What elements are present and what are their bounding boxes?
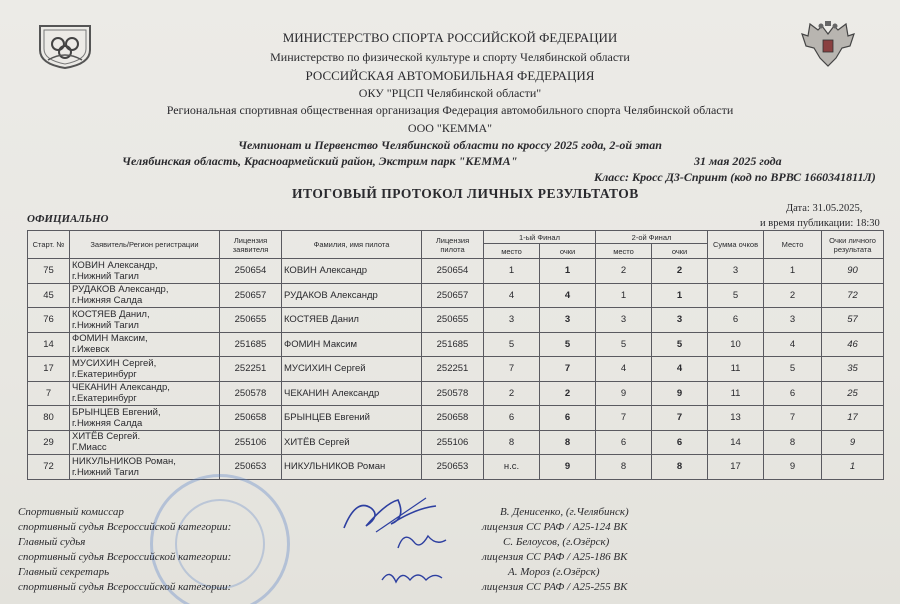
applicant-license: 252251	[220, 357, 282, 382]
event-date: 31 мая 2025 года	[694, 154, 782, 168]
col-f2-points: очки	[652, 244, 708, 259]
official-2-name: С. Белоусов, (г.Озёрск)	[503, 536, 610, 548]
oku-title: ОКУ "РЦСП Челябинской области"	[358, 86, 542, 100]
applicant-name: ФОМИН Максим,	[72, 333, 148, 345]
applicant-region: г.Ижевск	[72, 344, 110, 356]
table-row	[28, 332, 884, 357]
table-row	[28, 430, 884, 455]
final1-points: 5	[540, 332, 596, 357]
final1-points: 6	[540, 406, 596, 431]
applicant-name: НИКУЛЬНИКОВ Роман,	[72, 455, 176, 467]
applicant-cell	[70, 381, 220, 406]
start-no: 14	[28, 332, 70, 357]
final2-place: 2	[596, 259, 652, 284]
start-no: 72	[28, 455, 70, 480]
official-2-license: лицензия СС РАФ / А25-186 ВК	[482, 551, 628, 563]
applicant-cell	[70, 455, 220, 480]
official-3-license: лицензия СС РАФ / А25-255 ВК	[482, 581, 628, 593]
sum-points: 10	[708, 332, 764, 357]
final2-points: 9	[652, 381, 708, 406]
signature-icon	[392, 526, 452, 556]
sum-points: 13	[708, 406, 764, 431]
applicant-region: г.Нижний Тагил	[72, 270, 139, 282]
final2-points: 7	[652, 406, 708, 431]
applicant-name: МУСИХИН Сергей,	[72, 357, 157, 369]
protocol-title: ИТОГОВЫЙ ПРОТОКОЛ ЛИЧНЫХ РЕЗУЛЬТАТОВ	[292, 186, 639, 201]
applicant-cell	[70, 357, 220, 382]
pilot-name: НИКУЛЬНИКОВ Роман	[282, 455, 422, 480]
col-pilot-license: Лицензия пилота	[422, 231, 484, 259]
final2-points: 4	[652, 357, 708, 382]
final2-points: 8	[652, 455, 708, 480]
final2-points: 2	[652, 259, 708, 284]
class-info: Класс: Кросс Д3-Спринт (код по ВРВС 1660341811Л)	[594, 170, 876, 184]
pilot-license: 252251	[422, 357, 484, 382]
col-final1: 1-ый Финал	[484, 231, 596, 244]
pilot-name: БРЫНЦЕВ Евгений	[282, 406, 422, 431]
applicant-cell	[70, 430, 220, 455]
final1-place: 6	[484, 406, 540, 431]
personal-points: 1	[822, 455, 884, 480]
overall-place: 2	[764, 283, 822, 308]
start-no: 80	[28, 406, 70, 431]
start-no: 76	[28, 308, 70, 333]
regional-ministry: Министерство по физической культуре и спорту Челябинской области	[270, 50, 630, 64]
publication-date: Дата: 31.05.2025,	[786, 203, 863, 214]
applicant-name: КОСТЯЕВ Данил,	[72, 308, 150, 320]
applicant-cell	[70, 283, 220, 308]
applicant-region: г.Нижняя Салда	[72, 417, 143, 429]
final1-points: 9	[540, 455, 596, 480]
sum-points: 14	[708, 430, 764, 455]
col-applicant: Заявитель/Регион регистрации	[70, 231, 220, 259]
applicant-license: 251685	[220, 332, 282, 357]
venue: Челябинская область, Красноармейский район, Экстрим парк "КЕММА"	[122, 154, 518, 168]
overall-place: 8	[764, 430, 822, 455]
table-row	[28, 259, 884, 284]
applicant-name: ЧЕКАНИН Александр,	[72, 382, 170, 394]
final1-points: 8	[540, 430, 596, 455]
final1-place: 3	[484, 308, 540, 333]
personal-points: 46	[822, 332, 884, 357]
applicant-region: г.Нижний Тагил	[72, 319, 139, 331]
official-1-rank: спортивный судья Всероссийской категории:	[18, 521, 232, 533]
official-3-rank: спортивный судья Всероссийской категории:	[18, 581, 232, 593]
final1-points: 7	[540, 357, 596, 382]
publication-time: и время публикации: 18:30	[760, 218, 880, 229]
start-no: 7	[28, 381, 70, 406]
pilot-license: 250654	[422, 259, 484, 284]
applicant-region: Г.Миасс	[72, 442, 107, 454]
col-f2-place: место	[596, 244, 652, 259]
overall-place: 7	[764, 406, 822, 431]
applicant-region: г.Нижний Тагил	[72, 466, 139, 478]
personal-points: 17	[822, 406, 884, 431]
final2-points: 1	[652, 283, 708, 308]
applicant-cell	[70, 259, 220, 284]
sum-points: 17	[708, 455, 764, 480]
event-name: Чемпионат и Первенство Челябинской области по кроссу 2025 года, 2-ой этап	[238, 138, 662, 152]
final2-place: 4	[596, 357, 652, 382]
col-final2: 2-ой Финал	[596, 231, 708, 244]
table-row	[28, 283, 884, 308]
results-table	[27, 230, 884, 480]
sum-points: 5	[708, 283, 764, 308]
col-f1-place: место	[484, 244, 540, 259]
applicant-license: 250578	[220, 381, 282, 406]
overall-place: 3	[764, 308, 822, 333]
pilot-license: 250658	[422, 406, 484, 431]
final2-place: 3	[596, 308, 652, 333]
signature-icon	[376, 564, 446, 592]
final2-points: 6	[652, 430, 708, 455]
pilot-license: 250578	[422, 381, 484, 406]
pilot-name: ФОМИН Максим	[282, 332, 422, 357]
official-status: ОФИЦИАЛЬНО	[27, 213, 109, 225]
pilot-license: 250655	[422, 308, 484, 333]
final2-place: 5	[596, 332, 652, 357]
official-3-name: А. Мороз (г.Озёрск)	[508, 566, 600, 578]
col-start-no: Старт. №	[28, 231, 70, 259]
overall-place: 5	[764, 357, 822, 382]
final1-points: 2	[540, 381, 596, 406]
pilot-name: КОВИН Александр	[282, 259, 422, 284]
final1-place: 8	[484, 430, 540, 455]
official-3-role: Главный секретарь	[18, 566, 110, 578]
col-sum: Сумма очков	[708, 231, 764, 259]
personal-points: 35	[822, 357, 884, 382]
start-no: 45	[28, 283, 70, 308]
final2-place: 7	[596, 406, 652, 431]
applicant-region: г.Нижняя Салда	[72, 295, 143, 307]
final2-points: 3	[652, 308, 708, 333]
applicant-license: 250655	[220, 308, 282, 333]
final1-place: 2	[484, 381, 540, 406]
company-name: ООО "КЕММА"	[407, 121, 493, 135]
official-1-license: лицензия СС РАФ / А25-124 ВК	[482, 521, 628, 533]
start-no: 29	[28, 430, 70, 455]
overall-place: 6	[764, 381, 822, 406]
applicant-region: г.Екатеринбург	[72, 393, 137, 405]
final2-place: 9	[596, 381, 652, 406]
personal-points: 57	[822, 308, 884, 333]
applicant-name: КОВИН Александр,	[72, 259, 158, 271]
regional-org: Региональная спортивная общественная организация Федерация автомобильного спорта Челябинской области	[166, 103, 734, 117]
applicant-name: РУДАКОВ Александр,	[72, 284, 169, 296]
sum-points: 11	[708, 381, 764, 406]
applicant-cell	[70, 332, 220, 357]
final1-points: 4	[540, 283, 596, 308]
official-1-name: В. Денисенко, (г.Челябинск)	[500, 506, 629, 518]
final1-points: 3	[540, 308, 596, 333]
applicant-license: 255106	[220, 430, 282, 455]
final1-place: 4	[484, 283, 540, 308]
personal-points: 72	[822, 283, 884, 308]
official-2-rank: спортивный судья Всероссийской категории:	[18, 551, 232, 563]
applicant-name: ХИТЁВ Сергей.	[72, 431, 141, 443]
pilot-name: КОСТЯЕВ Данил	[282, 308, 422, 333]
table-row	[28, 308, 884, 333]
final1-points: 1	[540, 259, 596, 284]
table-row	[28, 455, 884, 480]
applicant-cell	[70, 406, 220, 431]
table-row	[28, 357, 884, 382]
ministry-title: МИНИСТЕРСТВО СПОРТА РОССИЙСКОЙ ФЕДЕРАЦИИ	[282, 30, 618, 45]
final1-place: н.с.	[484, 455, 540, 480]
overall-place: 9	[764, 455, 822, 480]
sum-points: 6	[708, 308, 764, 333]
pilot-license: 250653	[422, 455, 484, 480]
applicant-cell	[70, 308, 220, 333]
final1-place: 7	[484, 357, 540, 382]
col-f1-points: очки	[540, 244, 596, 259]
pilot-license: 255106	[422, 430, 484, 455]
table-row	[28, 381, 884, 406]
pilot-license: 251685	[422, 332, 484, 357]
applicant-license: 250654	[220, 259, 282, 284]
pilot-name: ЧЕКАНИН Александр	[282, 381, 422, 406]
applicant-license: 250653	[220, 455, 282, 480]
overall-place: 1	[764, 259, 822, 284]
col-personal-points: Очки личного результата	[822, 231, 884, 259]
official-1-role: Спортивный комиссар	[18, 506, 124, 518]
final1-place: 1	[484, 259, 540, 284]
table-row	[28, 406, 884, 431]
col-place: Место	[764, 231, 822, 259]
overall-place: 4	[764, 332, 822, 357]
col-applicant-license: Лицензия заявителя	[220, 231, 282, 259]
applicant-license: 250658	[220, 406, 282, 431]
col-pilot: Фамилия, имя пилота	[282, 231, 422, 259]
final2-place: 1	[596, 283, 652, 308]
applicant-region: г.Екатеринбург	[72, 368, 137, 380]
start-no: 75	[28, 259, 70, 284]
pilot-name: ХИТЁВ Сергей	[282, 430, 422, 455]
federation-title: РОССИЙСКАЯ АВТОМОБИЛЬНАЯ ФЕДЕРАЦИЯ	[305, 68, 595, 83]
personal-points: 90	[822, 259, 884, 284]
pilot-license: 250657	[422, 283, 484, 308]
personal-points: 25	[822, 381, 884, 406]
sum-points: 3	[708, 259, 764, 284]
final1-place: 5	[484, 332, 540, 357]
applicant-license: 250657	[220, 283, 282, 308]
final2-place: 8	[596, 455, 652, 480]
official-2-role: Главный судья	[18, 536, 86, 548]
personal-points: 9	[822, 430, 884, 455]
final2-place: 6	[596, 430, 652, 455]
pilot-name: РУДАКОВ Александр	[282, 283, 422, 308]
final2-points: 5	[652, 332, 708, 357]
start-no: 17	[28, 357, 70, 382]
pilot-name: МУСИХИН Сергей	[282, 357, 422, 382]
sum-points: 11	[708, 357, 764, 382]
applicant-name: БРЫНЦЕВ Евгений,	[72, 406, 161, 418]
